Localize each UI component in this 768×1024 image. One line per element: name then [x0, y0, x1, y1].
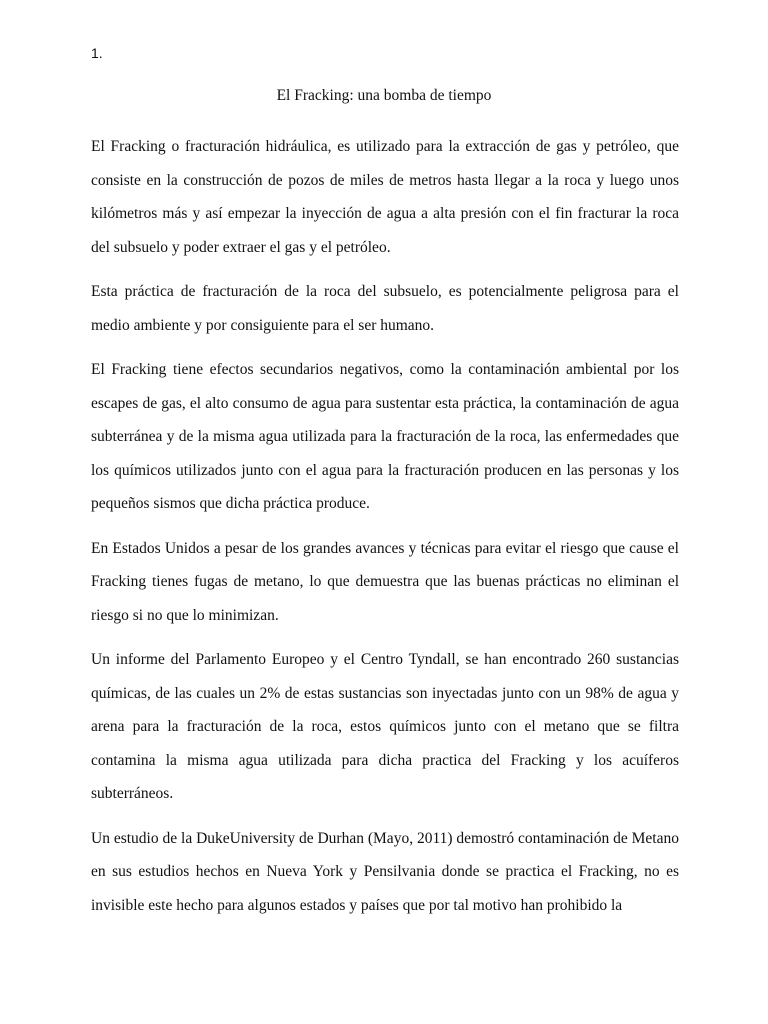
page-number: 1.: [91, 45, 103, 61]
paragraph-duke-study: Un estudio de la DukeUniversity de Durhan (Mayo, 2011) demostró contaminación de Metano en sus estudios hechos en Nueva York y Pensilvania donde se practica el Fracking, no es invisible este hecho para algunos estados y países que por tal motivo han prohibido la: [91, 829, 679, 914]
paragraph-united-states: En Estados Unidos a pesar de los grandes avances y técnicas para evitar el riesgo que cause el Fracking tienes fugas de metano, lo que demuestra que las buenas prácticas no eliminan el riesgo si no que lo minimizan.: [91, 539, 679, 624]
paragraph-fracking-definition: El Fracking o fracturación hidráulica, es utilizado para la extracción de gas y petróleo, que consiste en la construcción de pozos de miles de metros hasta llegar a la roca y luego unos kilómetros más y así empezar la inyección de agua a alta presión con el fin fracturar la roca del subsuelo y poder extraer el gas y el petróleo.: [91, 138, 679, 256]
paragraph-side-effects: El Fracking tiene efectos secundarios negativos, como la contaminación ambiental por los escapes de gas, el alto consumo de agua para sustentar esta práctica, la contaminación de agua subterránea y de la misma agua utilizada para la fracturación de la roca, las enfermedades que los químicos utilizados junto con el agua para la fracturación producen en las personas y los pequeños sismos que dicha práctica produce.: [91, 361, 679, 512]
paragraph-danger: Esta práctica de fracturación de la roca del subsuelo, es potencialmente peligrosa para el medio ambiente y por consiguiente para el ser humano.: [91, 283, 679, 334]
document-body: [91, 130, 679, 922]
paragraph-european-report: Un informe del Parlamento Europeo y el Centro Tyndall, se han encontrado 260 sustancias químicas, de las cuales un 2% de estas sustancias son inyectadas junto con un 98% de agua y arena para la fracturación de la roca, estos químicos junto con el metano que se filtra contamina la misma agua utilizada para dicha practica del Fracking y los acuíferos subterráneos.: [91, 651, 679, 802]
document-title: El Fracking: una bomba de tiempo: [276, 87, 492, 104]
